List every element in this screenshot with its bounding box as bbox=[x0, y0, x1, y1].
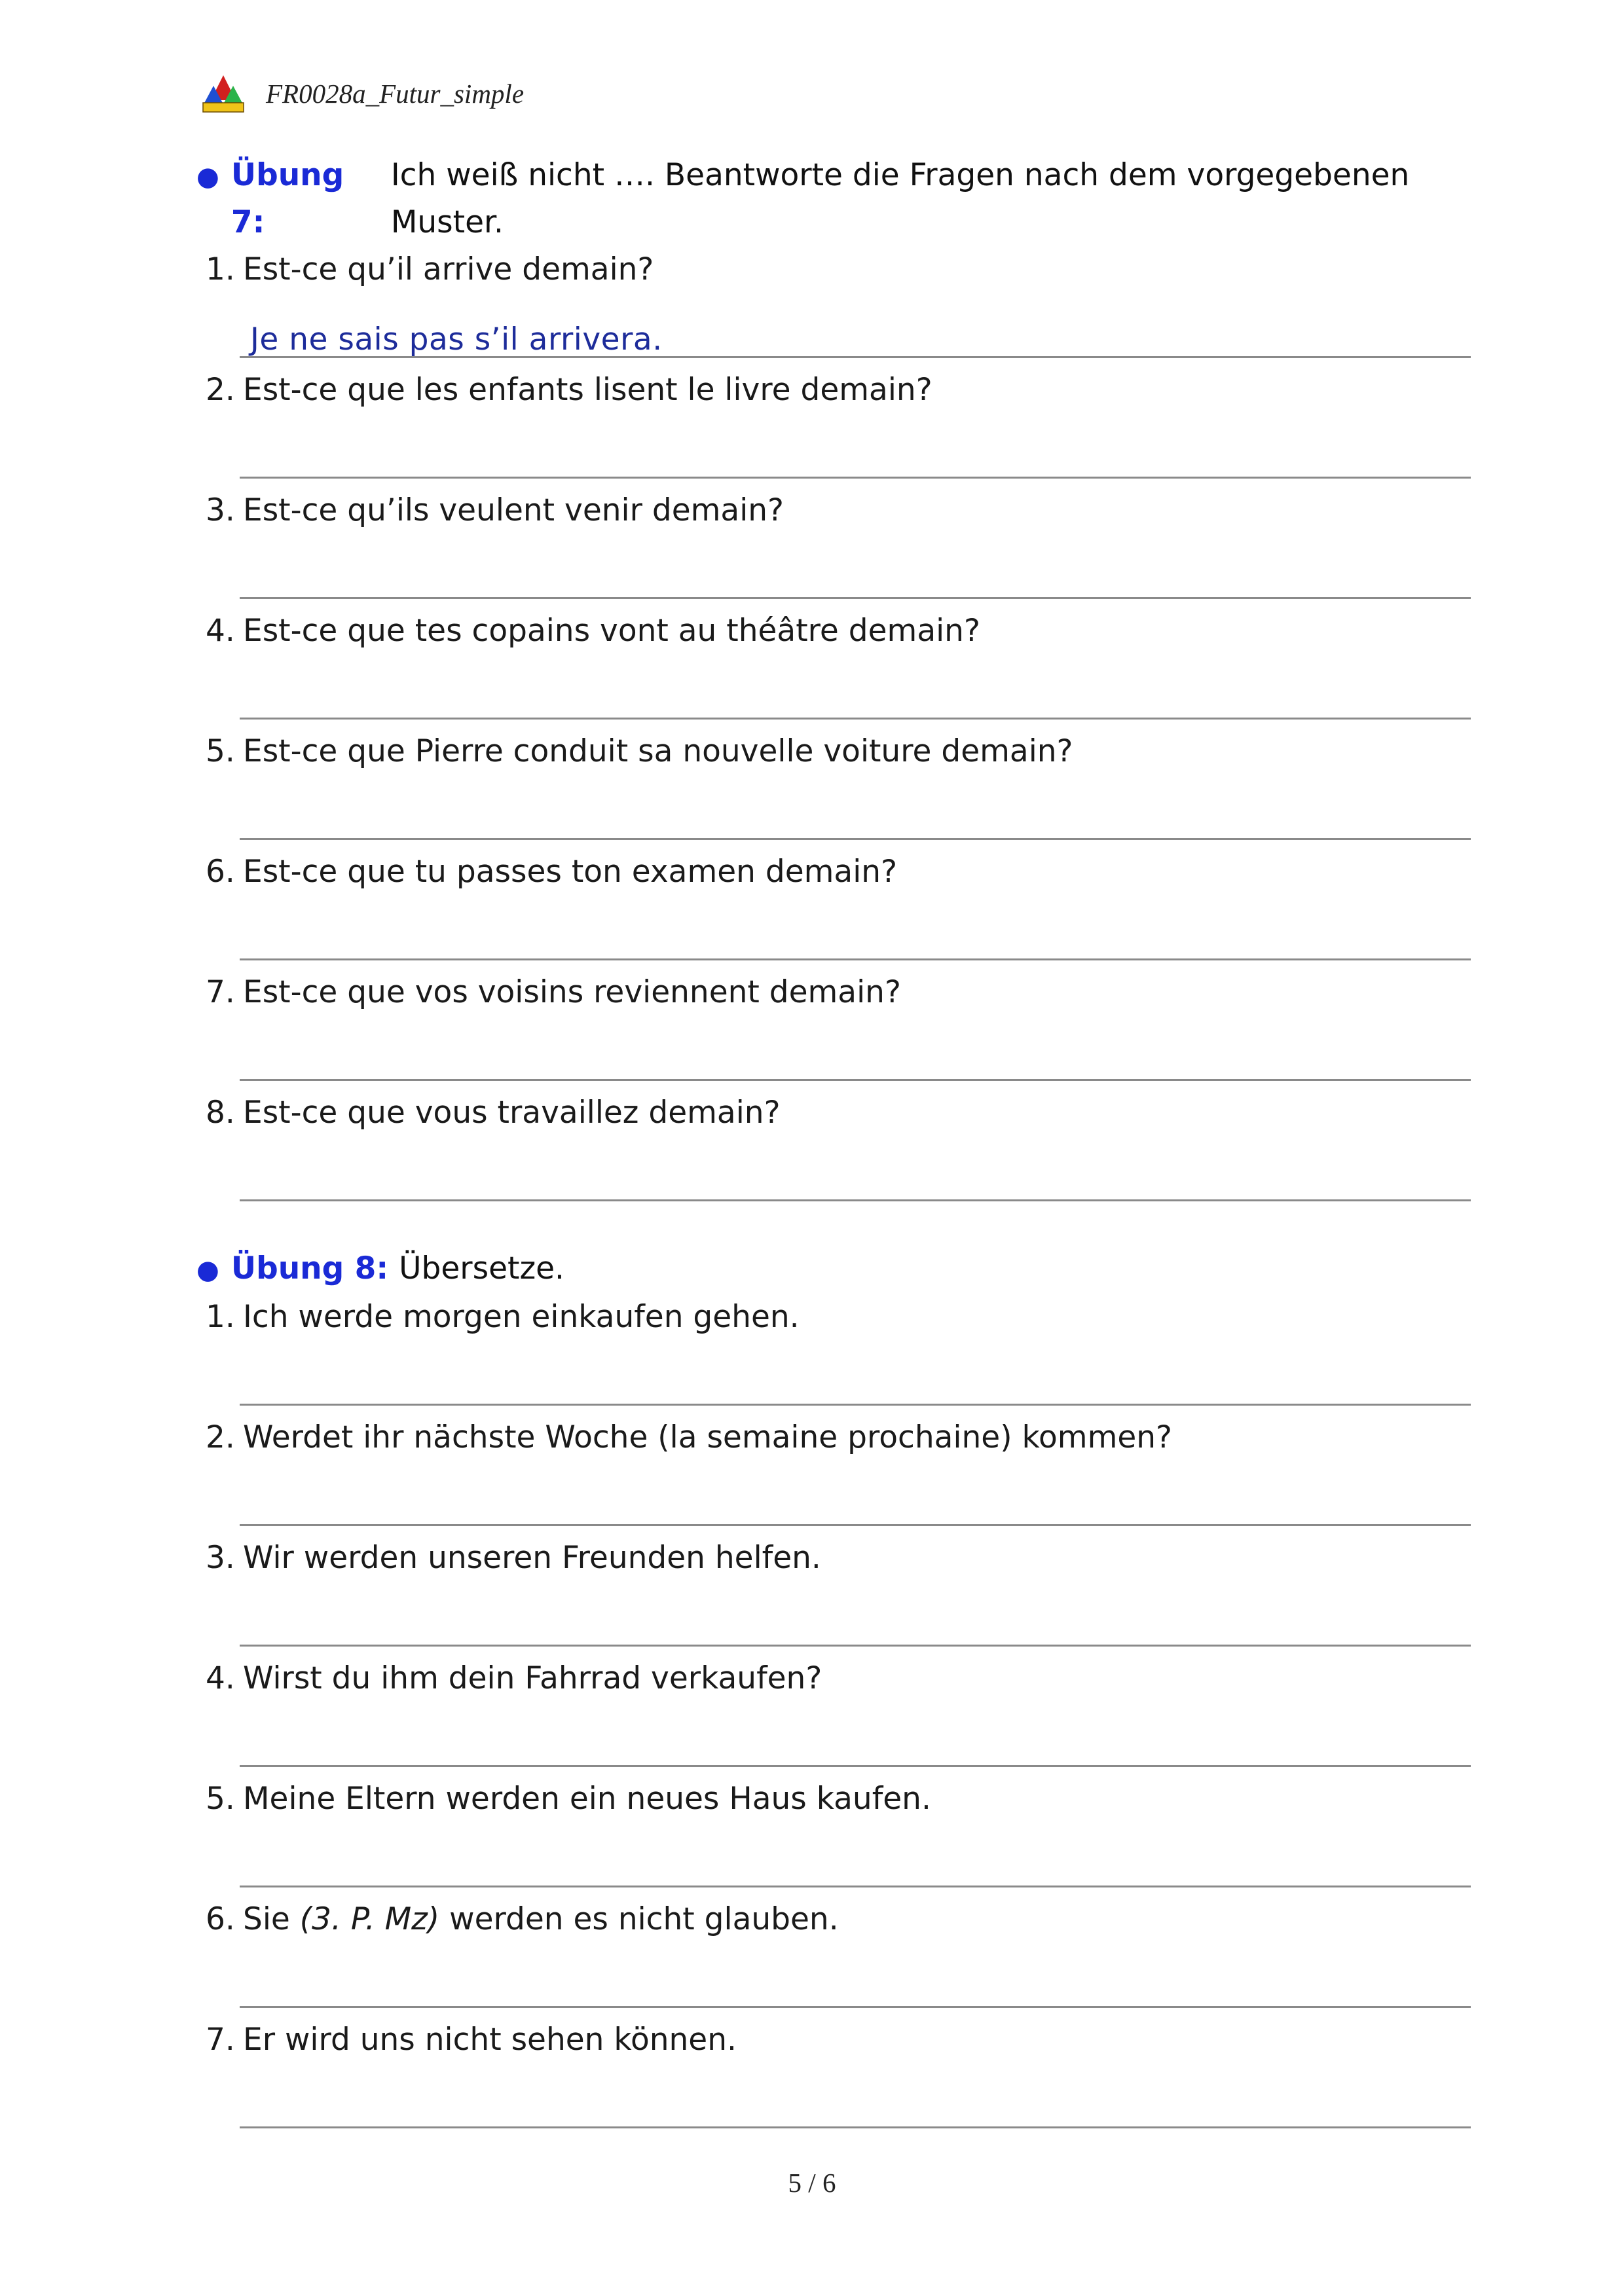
answer-line[interactable] bbox=[240, 1951, 1471, 2008]
answer-line[interactable] bbox=[240, 542, 1471, 599]
answer-line[interactable] bbox=[240, 783, 1471, 840]
exercise-7-label: Übung 7: bbox=[231, 157, 344, 240]
question-text: Est-ce que vous travaillez demain? bbox=[243, 1095, 781, 1131]
answer-line[interactable] bbox=[240, 301, 1471, 358]
exercise-8-item-6 bbox=[196, 1896, 1473, 2016]
question-text: Est-ce que tu passes ton examen demain? bbox=[243, 854, 898, 890]
sentence-text: Ich werde morgen einkaufen gehen. bbox=[243, 1299, 800, 1335]
item-number: 2. bbox=[206, 372, 235, 408]
exercise-8-item-3 bbox=[196, 1535, 1473, 1655]
answer-line[interactable] bbox=[240, 1590, 1471, 1647]
answer-line[interactable] bbox=[240, 422, 1471, 479]
item-number: 5. bbox=[206, 1781, 235, 1817]
item-number: 5. bbox=[206, 733, 235, 769]
sentence-text: Meine Eltern werden ein neues Haus kaufen. bbox=[243, 1781, 931, 1817]
bullet-icon: ● bbox=[196, 1255, 219, 1285]
item-number: 1. bbox=[206, 251, 235, 287]
item-number: 8. bbox=[206, 1095, 235, 1131]
sentence-text: Werdet ihr nächste Woche (la semaine prochaine) kommen? bbox=[243, 1419, 1172, 1455]
question-text: Est-ce que tes copains vont au théâtre demain? bbox=[243, 613, 980, 649]
exercise-7-item-7 bbox=[196, 969, 1473, 1089]
colored-triangles-logo-icon bbox=[202, 74, 245, 113]
exercise-7-item-1 bbox=[196, 246, 1473, 367]
item-number: 4. bbox=[206, 1660, 235, 1696]
sentence-text: Wir werden unseren Freunden helfen. bbox=[243, 1540, 821, 1576]
grammar-hint: (3. P. Mz) bbox=[299, 1901, 440, 1937]
answer-line[interactable] bbox=[240, 1349, 1471, 1406]
exercise-7-item-3 bbox=[196, 487, 1473, 608]
sentence-text: Er wird uns nicht sehen können. bbox=[243, 2022, 737, 2058]
answer-line[interactable] bbox=[240, 1831, 1471, 1887]
exercise-8-label: Übung 8: bbox=[231, 1250, 389, 1286]
exercise-8-item-2 bbox=[196, 1414, 1473, 1535]
item-number: 6. bbox=[206, 1901, 235, 1937]
item-number: 6. bbox=[206, 854, 235, 890]
exercise-7-item-8 bbox=[196, 1089, 1473, 1210]
item-number: 3. bbox=[206, 1540, 235, 1576]
item-number: 7. bbox=[206, 2022, 235, 2058]
exercise-8-item-4 bbox=[196, 1655, 1473, 1776]
question-text: Est-ce que Pierre conduit sa nouvelle voiture demain? bbox=[243, 733, 1073, 769]
exercise-7-item-4 bbox=[196, 608, 1473, 728]
sentence-start: Sie bbox=[243, 1901, 290, 1937]
answer-line[interactable] bbox=[240, 1469, 1471, 1526]
item-number: 2. bbox=[206, 1419, 235, 1455]
sentence-text: Wirst du ihm dein Fahrrad verkaufen? bbox=[243, 1660, 822, 1696]
page-number: 5 / 6 bbox=[788, 2168, 836, 2198]
answer-line[interactable] bbox=[240, 1024, 1471, 1081]
exercise-8-heading bbox=[196, 1245, 1473, 1294]
bullet-icon: ● bbox=[196, 162, 219, 192]
page-header bbox=[202, 71, 524, 117]
question-text: Est-ce qu’il arrive demain? bbox=[243, 251, 654, 287]
item-number: 7. bbox=[206, 974, 235, 1010]
question-text: Est-ce que les enfants lisent le livre demain? bbox=[243, 372, 932, 408]
answer-line[interactable] bbox=[240, 903, 1471, 960]
answer-line[interactable] bbox=[240, 2071, 1471, 2128]
exercise-7-item-6 bbox=[196, 848, 1473, 969]
question-text: Est-ce que vos voisins reviennent demain? bbox=[243, 974, 901, 1010]
example-answer: Je ne sais pas s’il arrivera. bbox=[250, 321, 663, 357]
exercise-8-instruction: Übersetze. bbox=[399, 1250, 564, 1286]
document-title: FR0028a_Futur_simple bbox=[266, 79, 525, 109]
answer-line[interactable] bbox=[240, 1710, 1471, 1767]
worksheet-content bbox=[196, 152, 1473, 2137]
exercise-8-item-5 bbox=[196, 1776, 1473, 1896]
item-number: 3. bbox=[206, 492, 235, 528]
sentence-end: werden es nicht glauben. bbox=[449, 1901, 839, 1937]
question-text: Est-ce qu’ils veulent venir demain? bbox=[243, 492, 784, 528]
item-number: 4. bbox=[206, 613, 235, 649]
exercise-7-item-5 bbox=[196, 728, 1473, 848]
exercise-7-item-2 bbox=[196, 367, 1473, 487]
exercise-8-item-7 bbox=[196, 2016, 1473, 2137]
answer-line[interactable] bbox=[240, 1144, 1471, 1201]
item-number: 1. bbox=[206, 1299, 235, 1335]
exercise-8-item-1 bbox=[196, 1294, 1473, 1414]
exercise-7-instruction: Ich weiß nicht …. Beantworte die Fragen nach dem vorgegebenen Muster. bbox=[390, 157, 1410, 240]
sentence-text bbox=[243, 1896, 839, 1943]
exercise-7-heading bbox=[196, 152, 1473, 246]
answer-line[interactable] bbox=[240, 663, 1471, 720]
